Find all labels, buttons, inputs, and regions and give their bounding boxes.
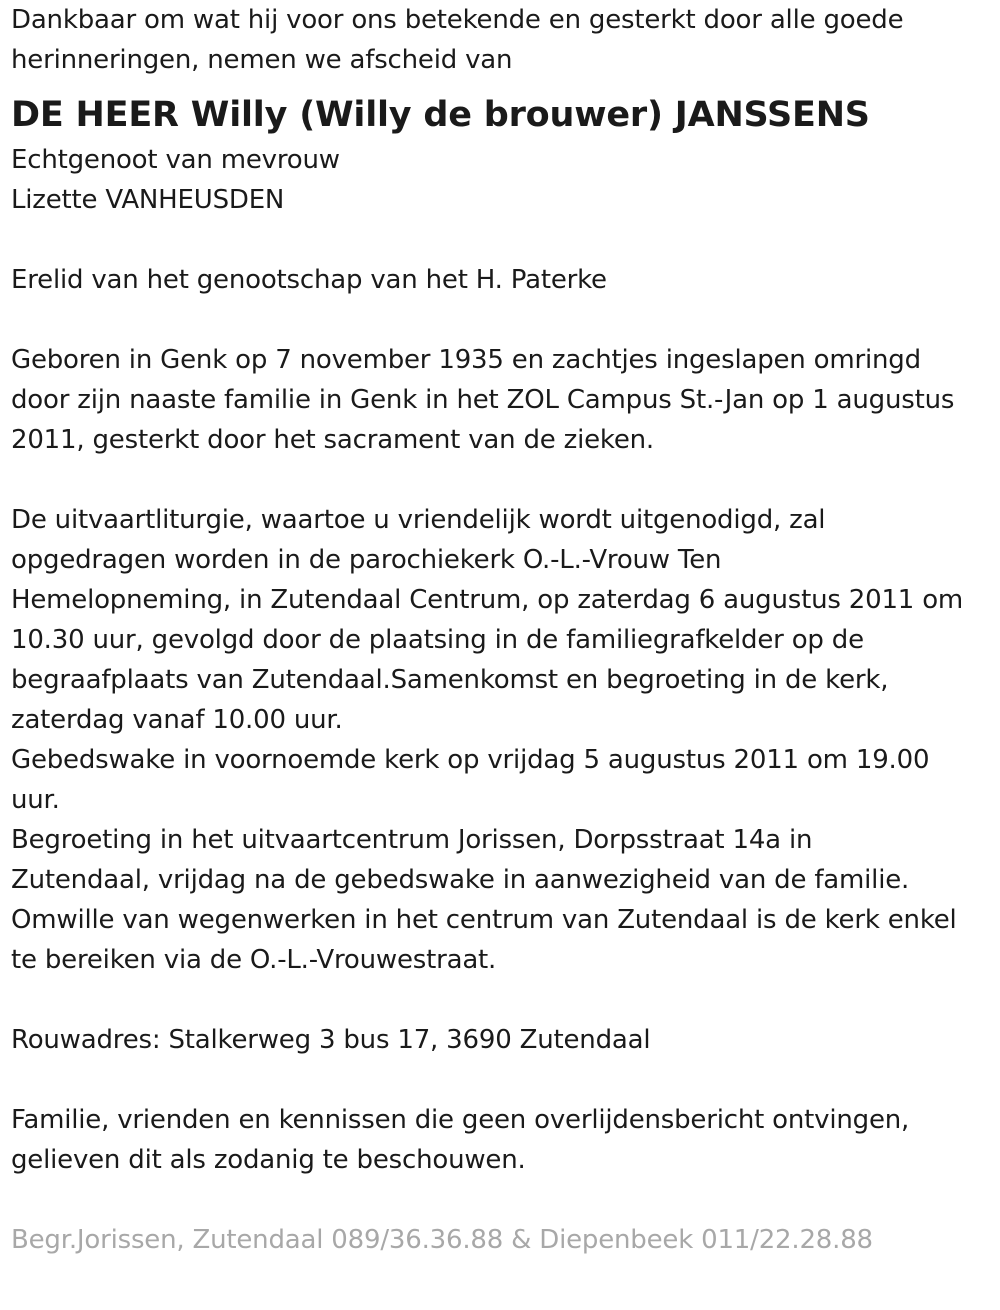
- ceremony-line: zaterdag vanaf 10.00 uur.: [11, 705, 343, 735]
- birth-death-line: Geboren in Genk op 7 november 1935 en zachtjes ingeslapen omringd: [11, 345, 921, 375]
- spouse-line: Lizette VANHEUSDEN: [11, 185, 285, 215]
- spacer: [11, 1180, 993, 1220]
- birth-death-line: 2011, gesterkt door het sacrament van de zieken.: [11, 425, 654, 455]
- closing-line: Familie, vrienden en kennissen die geen overlijdensbericht ontvingen,: [11, 1105, 910, 1135]
- mourning-address: Rouwadres: Stalkerweg 3 bus 17, 3690 Zutendaal: [11, 1025, 651, 1055]
- ceremony-line: Gebedswake in voornoemde kerk op vrijdag 5 augustus 2011 om 19.00: [11, 745, 930, 775]
- ceremony-line: uur.: [11, 785, 60, 815]
- ceremony-line: te bereiken via de O.-L.-Vrouwestraat.: [11, 945, 497, 975]
- membership-line: Erelid van het genootschap van het H. Paterke: [11, 265, 607, 295]
- ceremony-line: De uitvaartliturgie, waartoe u vriendelijk wordt uitgenodigd, zal: [11, 505, 826, 535]
- intro-line: herinneringen, nemen we afscheid van: [11, 45, 513, 75]
- spacer: [11, 300, 993, 340]
- ceremony-line: begraafplaats van Zutendaal.Samenkomst en begroeting in de kerk,: [11, 665, 889, 695]
- birth-death-line: door zijn naaste familie in Genk in het ZOL Campus St.-Jan op 1 augustus: [11, 385, 955, 415]
- death-notice: [11, 0, 993, 1260]
- undertaker-footer: Begr.Jorissen, Zutendaal 089/36.36.88 & Diepenbeek 011/22.28.88: [11, 1225, 873, 1255]
- intro-line: Dankbaar om wat hij voor ons betekende en gesterkt door alle goede: [11, 5, 904, 35]
- spacer: [11, 220, 993, 260]
- ceremony-line: 10.30 uur, gevolgd door de plaatsing in de familiegrafkelder op de: [11, 625, 864, 655]
- ceremony-line: Omwille van wegenwerken in het centrum van Zutendaal is de kerk enkel: [11, 905, 957, 935]
- spacer: [11, 460, 993, 500]
- spacer: [11, 980, 993, 1020]
- closing-line: gelieven dit als zodanig te beschouwen.: [11, 1145, 526, 1175]
- deceased-name: DE HEER Willy (Willy de brouwer) JANSSENS: [11, 95, 870, 135]
- spouse-line: Echtgenoot van mevrouw: [11, 145, 340, 175]
- ceremony-line: Zutendaal, vrijdag na de gebedswake in aanwezigheid van de familie.: [11, 865, 910, 895]
- spacer: [11, 1060, 993, 1100]
- ceremony-line: Begroeting in het uitvaartcentrum Jorissen, Dorpsstraat 14a in: [11, 825, 813, 855]
- ceremony-line: opgedragen worden in de parochiekerk O.-L.-Vrouw Ten: [11, 545, 722, 575]
- ceremony-line: Hemelopneming, in Zutendaal Centrum, op zaterdag 6 augustus 2011 om: [11, 585, 964, 615]
